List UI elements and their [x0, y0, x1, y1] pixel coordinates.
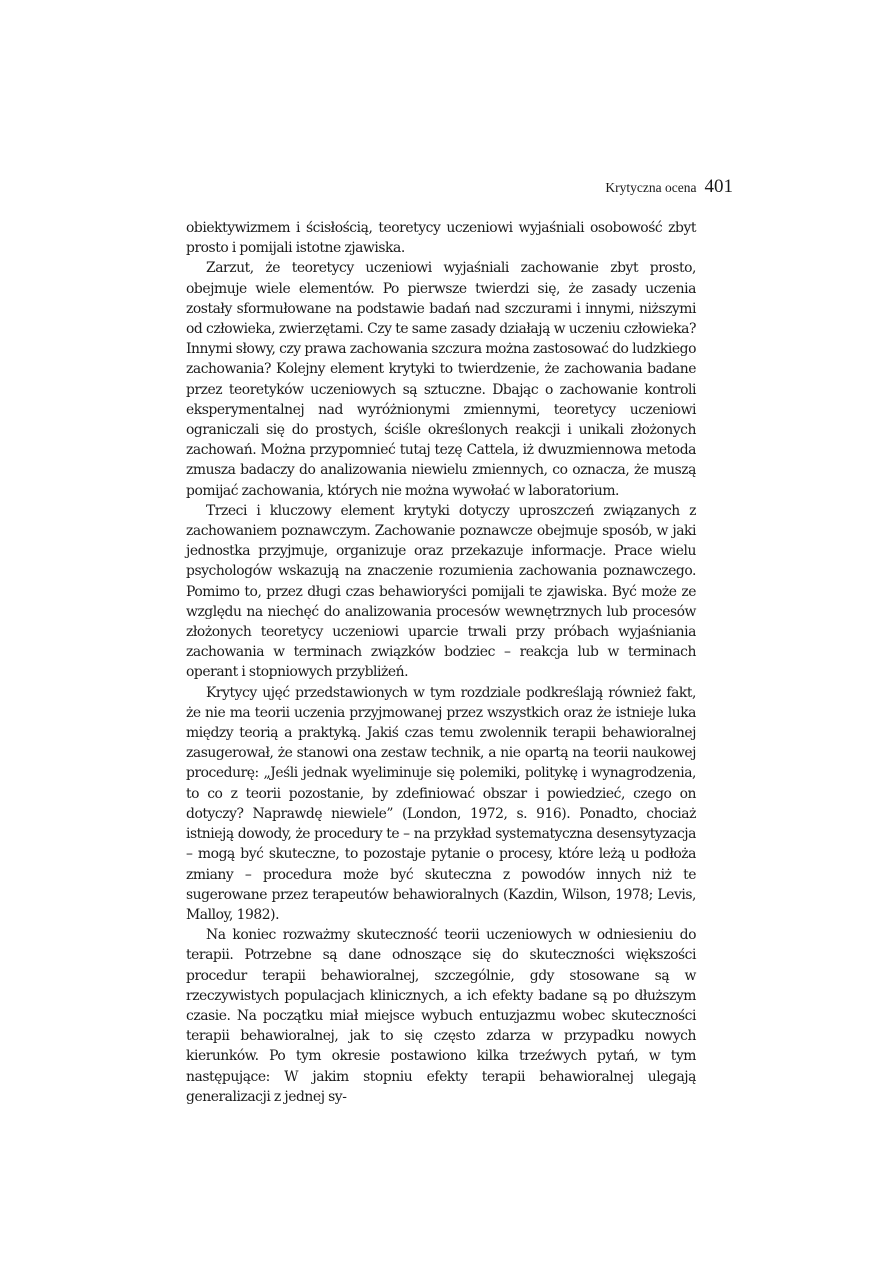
page-number: 401	[704, 176, 733, 197]
running-head	[605, 176, 733, 198]
paragraph-cognitive-behavior: Trzeci i kluczowy element krytyki dotyczy uproszczeń związanych z zachowaniem poznawczym. Zachowanie poznawcze obejmuje sposób, w jaki jednostka przyjmuje, organizuje oraz przekazuje informacje. Prace wielu psychologów wskazują na znaczenie rozumienia zachowania poznawczego. Pomimo to, przez długi czas behawioryści pomijali te zjawiska. Być może ze względu na niechęć do analizowania procesów wewnętrznych lub procesów złożonych teoretycy uczeniowi uparcie trwali przy próbach wyjaśniania zachowania w terminach związków bodziec – reakcja lub w terminach operant i stopniowych przybliżeń.	[186, 502, 696, 681]
paragraph-simplification-critique: Zarzut, że teoretycy uczeniowi wyjaśniali zachowanie zbyt prosto, obejmuje wiele elementów. Po pierwsze twierdzi się, że zasady uczenia zostały sformułowane na podstawie badań nad szczurami i innymi, niższymi od człowieka, zwierzętami. Czy te same zasady działają w uczeniu człowieka? Innymi słowy, czy prawa zachowania szczura można zastosować do ludzkiego zachowania? Kolejny element krytyki to twierdzenie, że zachowania badane przez teoretyków uczeniowych są sztuczne. Dbając o zachowanie kontroli eksperymentalnej nad wyróżnionymi zmiennymi, teoretycy uczeniowi ograniczali się do prostych, ściśle określonych reakcji i unikali złożonych zachowań. Można przypomnieć tutaj tezę Cattela, iż dwuzmiennowa metoda zmusza badaczy do analizowania niewielu zmiennych, co oznacza, że muszą pomijać zachowania, których nie można wywołać w laboratorium.	[186, 260, 696, 499]
running-title: Krytyczna ocena	[605, 180, 697, 195]
paragraph-therapy-effectiveness: Na koniec rozważmy skuteczność teorii uczeniowych w odniesieniu do terapii. Potrzebne są dane odnoszące się do skuteczności większości procedur terapii behawioralnej, szczególnie, gdy stosowane są w rzeczywistych populacjach klinicznych, a ich efekty badane są po dłuższym czasie. Na początku miał miejsce wybuch entuzjazmu wobec skuteczności terapii behawioralnej, jak to się często zdarza w przypadku nowych kierunków. Po tym okresie postawiono kilka trzeźwych pytań, w tym następujące: W jakim stopniu efekty terapii behawioralnej ulegają generalizacji z jednej sy-	[186, 927, 696, 1105]
paragraph-continuation: obiektywizmem i ścisłością, teoretycy uczeniowi wyjaśniali osobowość zbyt prosto i pomijali istotne zjawiska.	[186, 220, 696, 257]
body-text	[186, 218, 696, 1107]
paragraph-theory-practice-gap: Krytycy ujęć przedstawionych w tym rozdziale podkreślają również fakt, że nie ma teorii uczenia przyjmowanej przez wszystkich oraz że istnieje luka między teorią a praktyką. Jakiś czas temu zwolennik terapii behawioralnej zasugerował, że stanowi ona zestaw technik, a nie opartą na teorii naukowej procedurę: „Jeśli jednak wyeliminuje się polemiki, politykę i wynagrodzenia, to co z teorii pozostanie, by zdefiniować obszar i powiedzieć, czego on dotyczy? Naprawdę niewiele” (London, 1972, s. 916). Ponadto, chociaż istnieją dowody, że procedury te – na przykład systematyczna desensytyzacja – mogą być skuteczne, to pozostaje pytanie o procesy, które leżą u podłoża zmiany – procedura może być skuteczna z powodów innych niż te sugerowane przez terapeutów behawioralnych (Kazdin, Wilson, 1978; Levis, Malloy, 1982).	[186, 684, 696, 923]
